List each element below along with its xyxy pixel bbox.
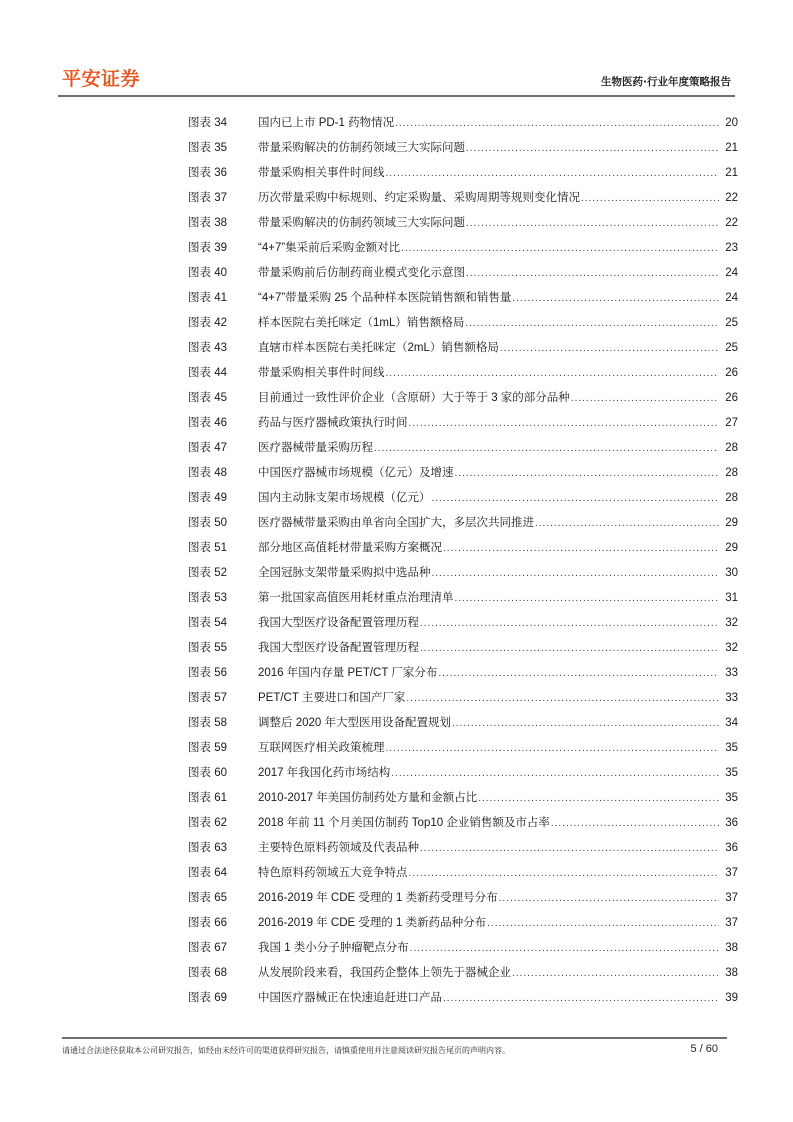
- toc-figure-title[interactable]: 2016-2019 年 CDE 受理的 1 类新药受理号分布: [258, 892, 498, 904]
- toc-entry[interactable]: [188, 490, 738, 515]
- toc-entry[interactable]: [188, 890, 738, 915]
- toc-entry[interactable]: [188, 915, 738, 940]
- toc-page-number[interactable]: 28: [725, 467, 738, 479]
- toc-entry[interactable]: [188, 215, 738, 240]
- toc-figure-title[interactable]: 部分地区高值耗材带量采购方案概况: [258, 542, 442, 554]
- toc-dot-leader: [535, 515, 719, 532]
- toc-page-number[interactable]: 22: [725, 217, 738, 229]
- toc-figure-title[interactable]: 医疗器械带量采购由单省向全国扩大，多层次共同推进: [258, 517, 534, 529]
- toc-page-number[interactable]: 27: [725, 417, 738, 429]
- toc-figure-title[interactable]: “4+7”集采前后采购金额对比: [258, 242, 401, 254]
- toc-page-number[interactable]: 32: [725, 642, 738, 654]
- toc-page-number[interactable]: 37: [725, 867, 738, 879]
- toc-figure-label: 图表 62: [188, 817, 227, 829]
- toc-dot-leader: [551, 815, 719, 832]
- toc-dot-leader: [465, 315, 719, 332]
- toc-dot-leader: [452, 715, 719, 732]
- toc-entry[interactable]: [188, 165, 738, 190]
- toc-figure-label: 图表 34: [188, 117, 227, 129]
- toc-entry[interactable]: [188, 665, 738, 690]
- toc-figure-label: 图表 42: [188, 317, 227, 329]
- toc-figure-label: 图表 66: [188, 917, 227, 929]
- toc-page-number[interactable]: 34: [725, 717, 738, 729]
- toc-figure-title[interactable]: 带量采购前后仿制药商业模式变化示意图: [258, 267, 465, 279]
- toc-page-number[interactable]: 21: [725, 167, 738, 179]
- toc-figure-title[interactable]: 2018 年前 11 个月美国仿制药 Top10 企业销售额及市占率: [258, 817, 550, 829]
- toc-figure-title[interactable]: 中国医疗器械正在快速追赶进口产品: [258, 992, 442, 1004]
- toc-dot-leader: [443, 990, 719, 1007]
- toc-figure-label: 图表 61: [188, 792, 227, 804]
- toc-dot-leader: [512, 965, 719, 982]
- footer-disclaimer: 请通过合法途径获取本公司研究报告，如经由未经许可的渠道获得研究报告，请慎重使用并注意阅读研究报告尾页的声明内容。: [62, 1046, 510, 1055]
- toc-dot-leader: [391, 765, 719, 782]
- toc-figure-title[interactable]: 调整后 2020 年大型医用设备配置规划: [258, 717, 451, 729]
- toc-entry[interactable]: [188, 540, 738, 565]
- toc-figure-label: 图表 48: [188, 467, 227, 479]
- toc-figure-title[interactable]: 样本医院右美托咪定（1mL）销售额格局: [258, 317, 465, 329]
- toc-figure-label: 图表 56: [188, 667, 227, 679]
- toc-figure-title[interactable]: 2017 年我国化药市场结构: [258, 767, 391, 779]
- toc-page-number[interactable]: 33: [725, 667, 738, 679]
- toc-figure-title[interactable]: 第一批国家高值医用耗材重点治理清单: [258, 592, 454, 604]
- report-title: 生物医药·行业年度策略报告: [601, 76, 731, 88]
- toc-figure-label: 图表 58: [188, 717, 227, 729]
- toc-figure-label: 图表 43: [188, 342, 227, 354]
- toc-figure-label: 图表 52: [188, 567, 227, 579]
- toc-entry[interactable]: [188, 815, 738, 840]
- toc-page-number[interactable]: 24: [725, 267, 738, 279]
- toc-page-number[interactable]: 35: [725, 792, 738, 804]
- toc-figure-title[interactable]: 目前通过一致性评价企业（含原研）大于等于 3 家的部分品种: [258, 392, 570, 404]
- toc-entry[interactable]: [188, 415, 738, 440]
- toc-dot-leader: [395, 115, 719, 132]
- toc-entry[interactable]: [188, 240, 738, 265]
- toc-figure-title[interactable]: 全国冠脉支架带量采购拟中选品种: [258, 567, 431, 579]
- toc-figure-title[interactable]: 药品与医疗器械政策执行时间: [258, 417, 408, 429]
- toc-figure-label: 图表 49: [188, 492, 227, 504]
- toc-dot-leader: [386, 365, 720, 382]
- toc-figure-title[interactable]: 国内主动脉支架市场规模（亿元）: [258, 492, 431, 504]
- toc-dot-leader: [466, 265, 719, 282]
- toc-figure-label: 图表 38: [188, 217, 227, 229]
- brand-logo: 平安证券: [62, 68, 141, 90]
- toc-entry[interactable]: [188, 515, 738, 540]
- toc-dot-leader: [500, 340, 719, 357]
- toc-page-number[interactable]: 29: [725, 517, 738, 529]
- toc-entry[interactable]: [188, 590, 738, 615]
- toc-figure-title[interactable]: 历次带量采购中标规则、约定采购量、采购周期等规则变化情况: [258, 192, 580, 204]
- toc-page-number[interactable]: 38: [725, 967, 738, 979]
- toc-page-number[interactable]: 20: [725, 117, 738, 129]
- toc-entry[interactable]: [188, 615, 738, 640]
- toc-figure-label: 图表 59: [188, 742, 227, 754]
- toc-page-number[interactable]: 28: [725, 492, 738, 504]
- toc-figure-label: 图表 51: [188, 542, 227, 554]
- toc-dot-leader: [432, 565, 720, 582]
- footer-divider: [62, 1037, 727, 1039]
- toc-figure-label: 图表 35: [188, 142, 227, 154]
- toc-page-number[interactable]: 31: [725, 592, 738, 604]
- toc-entry[interactable]: [188, 840, 738, 865]
- table-of-figures: [188, 115, 738, 1015]
- toc-dot-leader: [420, 840, 719, 857]
- toc-figure-label: 图表 60: [188, 767, 227, 779]
- toc-figure-label: 图表 64: [188, 867, 227, 879]
- toc-entry[interactable]: [188, 565, 738, 590]
- header-divider: [58, 95, 735, 97]
- toc-entry[interactable]: [188, 440, 738, 465]
- toc-figure-label: 图表 46: [188, 417, 227, 429]
- toc-dot-leader: [499, 890, 719, 907]
- toc-page-number[interactable]: 35: [725, 767, 738, 779]
- toc-figure-title[interactable]: “4+7”带量采购 25 个品种样本医院销售额和销售量: [258, 292, 512, 304]
- toc-page-number[interactable]: 29: [725, 542, 738, 554]
- toc-figure-title[interactable]: 从发展阶段来看，我国药企整体上领先于器械企业: [258, 967, 511, 979]
- toc-entry[interactable]: [188, 365, 738, 390]
- toc-figure-label: 图表 39: [188, 242, 227, 254]
- toc-figure-title[interactable]: 主要特色原料药领域及代表品种: [258, 842, 419, 854]
- toc-dot-leader: [478, 790, 719, 807]
- toc-entry[interactable]: [188, 715, 738, 740]
- toc-dot-leader: [374, 440, 719, 457]
- toc-figure-label: 图表 47: [188, 442, 227, 454]
- toc-figure-title[interactable]: 直辖市样本医院右美托咪定（2mL）销售额格局: [258, 342, 499, 354]
- toc-figure-label: 图表 41: [188, 292, 227, 304]
- toc-dot-leader: [409, 865, 720, 882]
- toc-page-number[interactable]: 21: [725, 142, 738, 154]
- toc-dot-leader: [386, 740, 720, 757]
- toc-figure-label: 图表 69: [188, 992, 227, 1004]
- toc-entry[interactable]: [188, 290, 738, 315]
- toc-dot-leader: [409, 415, 720, 432]
- toc-entry[interactable]: [188, 140, 738, 165]
- toc-figure-label: 图表 53: [188, 592, 227, 604]
- toc-dot-leader: [420, 640, 719, 657]
- toc-figure-title[interactable]: 我国大型医疗设备配置管理历程: [258, 617, 419, 629]
- toc-figure-label: 图表 45: [188, 392, 227, 404]
- toc-figure-label: 图表 55: [188, 642, 227, 654]
- toc-dot-leader: [401, 240, 719, 257]
- toc-page-number[interactable]: 38: [725, 942, 738, 954]
- toc-dot-leader: [466, 215, 719, 232]
- toc-figure-title[interactable]: 2010-2017 年美国仿制药处方量和金额占比: [258, 792, 478, 804]
- toc-figure-title[interactable]: 中国医疗器械市场规模（亿元）及增速: [258, 467, 454, 479]
- toc-entry[interactable]: [188, 990, 738, 1015]
- toc-page-number[interactable]: 36: [725, 817, 738, 829]
- toc-page-number[interactable]: 30: [725, 567, 738, 579]
- toc-dot-leader: [386, 165, 720, 182]
- toc-entry[interactable]: [188, 640, 738, 665]
- toc-dot-leader: [443, 540, 719, 557]
- toc-dot-leader: [581, 190, 719, 207]
- toc-entry[interactable]: [188, 765, 738, 790]
- toc-page-number[interactable]: 39: [725, 992, 738, 1004]
- toc-figure-label: 图表 36: [188, 167, 227, 179]
- toc-figure-label: 图表 67: [188, 942, 227, 954]
- toc-page-number[interactable]: 35: [725, 742, 738, 754]
- toc-dot-leader: [455, 465, 720, 482]
- toc-figure-title[interactable]: 医疗器械带量采购历程: [258, 442, 373, 454]
- toc-dot-leader: [410, 940, 719, 957]
- toc-dot-leader: [455, 590, 720, 607]
- toc-page-number[interactable]: 26: [725, 392, 738, 404]
- toc-figure-label: 图表 40: [188, 267, 227, 279]
- toc-figure-title[interactable]: 国内已上市 PD-1 药物情况: [258, 117, 395, 129]
- toc-figure-label: 图表 63: [188, 842, 227, 854]
- toc-page-number[interactable]: 25: [725, 342, 738, 354]
- toc-figure-title[interactable]: 2016 年国内存量 PET/CT 厂家分布: [258, 667, 438, 679]
- toc-page-number[interactable]: 26: [725, 367, 738, 379]
- toc-figure-title[interactable]: 2016-2019 年 CDE 受理的 1 类新药品种分布: [258, 917, 487, 929]
- toc-figure-label: 图表 54: [188, 617, 227, 629]
- toc-page-number[interactable]: 32: [725, 617, 738, 629]
- toc-figure-title[interactable]: PET/CT 主要进口和国产厂家: [258, 692, 406, 704]
- toc-dot-leader: [438, 665, 719, 682]
- toc-figure-title[interactable]: 带量采购相关事件时间线: [258, 367, 385, 379]
- toc-dot-leader: [406, 690, 719, 707]
- toc-entry[interactable]: [188, 340, 738, 365]
- toc-figure-label: 图表 65: [188, 892, 227, 904]
- toc-page-number[interactable]: 22: [725, 192, 738, 204]
- toc-entry[interactable]: [188, 115, 738, 140]
- toc-dot-leader: [420, 615, 719, 632]
- toc-figure-title[interactable]: 特色原料药领域五大竞争特点: [258, 867, 408, 879]
- toc-page-number[interactable]: 37: [725, 892, 738, 904]
- toc-dot-leader: [487, 915, 719, 932]
- toc-dot-leader: [466, 140, 719, 157]
- toc-page-number[interactable]: 23: [725, 242, 738, 254]
- toc-dot-leader: [432, 490, 720, 507]
- toc-figure-title[interactable]: 我国大型医疗设备配置管理历程: [258, 642, 419, 654]
- toc-figure-label: 图表 68: [188, 967, 227, 979]
- toc-page-number[interactable]: 25: [725, 317, 738, 329]
- toc-figure-label: 图表 37: [188, 192, 227, 204]
- toc-entry[interactable]: [188, 790, 738, 815]
- toc-entry[interactable]: [188, 865, 738, 890]
- toc-page-number[interactable]: 24: [725, 292, 738, 304]
- toc-figure-title[interactable]: 带量采购解决的仿制药领域三大实际问题: [258, 142, 465, 154]
- toc-figure-title[interactable]: 互联网医疗相关政策梳理: [258, 742, 385, 754]
- toc-figure-title[interactable]: 带量采购相关事件时间线: [258, 167, 385, 179]
- page-number: 5 / 60: [690, 1043, 718, 1055]
- toc-entry[interactable]: [188, 465, 738, 490]
- toc-entry[interactable]: [188, 190, 738, 215]
- toc-entry[interactable]: [188, 315, 738, 340]
- toc-entry[interactable]: [188, 740, 738, 765]
- toc-page-number[interactable]: 36: [725, 842, 738, 854]
- toc-entry[interactable]: [188, 965, 738, 990]
- toc-figure-label: 图表 44: [188, 367, 227, 379]
- toc-figure-title[interactable]: 带量采购解决的仿制药领域三大实际问题: [258, 217, 465, 229]
- toc-figure-label: 图表 57: [188, 692, 227, 704]
- toc-entry[interactable]: [188, 940, 738, 965]
- toc-figure-label: 图表 50: [188, 517, 227, 529]
- toc-entry[interactable]: [188, 265, 738, 290]
- toc-page-number[interactable]: 28: [725, 442, 738, 454]
- toc-entry[interactable]: [188, 390, 738, 415]
- toc-page-number[interactable]: 37: [725, 917, 738, 929]
- toc-dot-leader: [571, 390, 719, 407]
- toc-entry[interactable]: [188, 690, 738, 715]
- toc-figure-title[interactable]: 我国 1 类小分子肿瘤靶点分布: [258, 942, 409, 954]
- toc-dot-leader: [512, 290, 719, 307]
- toc-page-number[interactable]: 33: [725, 692, 738, 704]
